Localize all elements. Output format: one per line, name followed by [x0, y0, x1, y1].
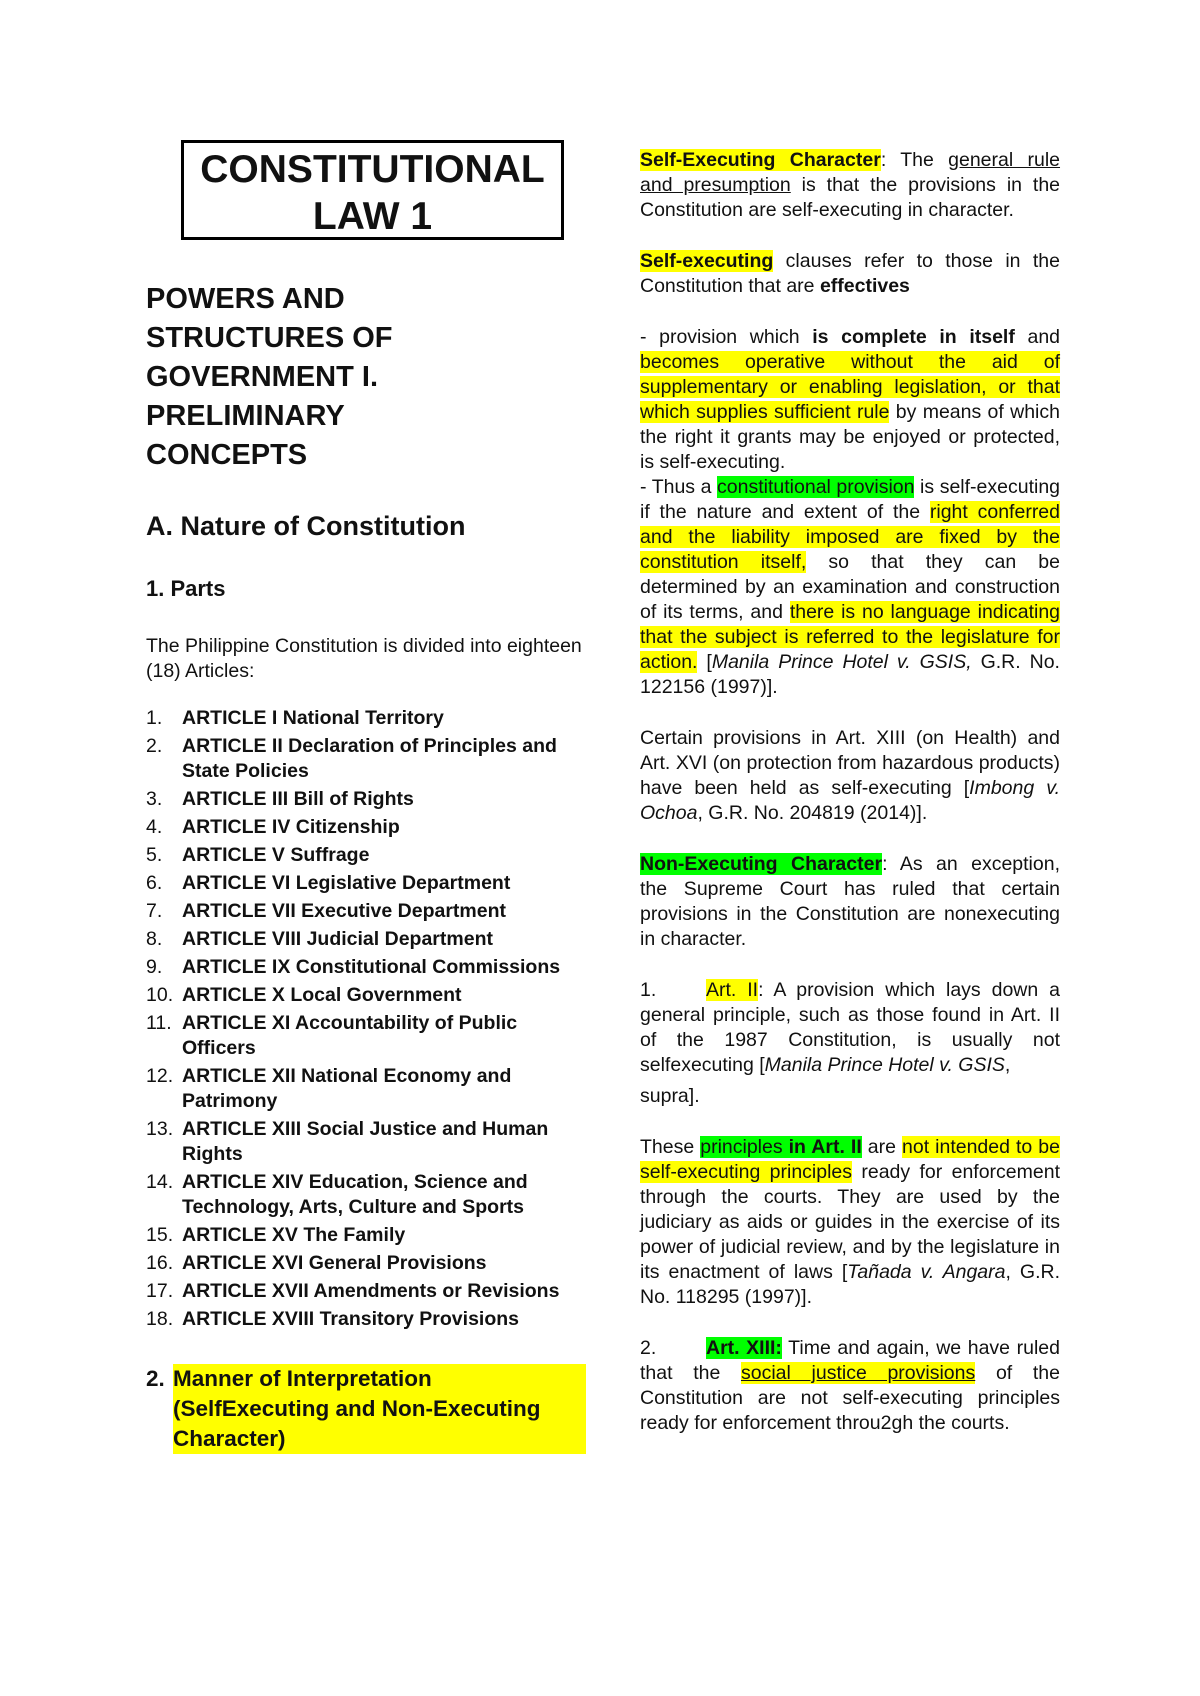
underlined-text: general rule and presumption	[640, 149, 1061, 196]
manner-number: 2.	[146, 1366, 165, 1391]
text: is that the provisions in the Constitution are self-executing in character.	[640, 174, 1061, 221]
green-highlight-label: Non-Executing Character	[640, 853, 883, 875]
article-label: ARTICLE X Local Government	[182, 984, 462, 1006]
green-highlighted-bold-text: Art. XIII:	[706, 1337, 782, 1359]
paragraph-self-executing-character	[640, 148, 1060, 223]
article-list-item	[146, 1011, 586, 1061]
article-list-item	[146, 1223, 586, 1248]
text: - Thus a	[640, 476, 718, 498]
text: , G.R. No. 204819 (2014)].	[697, 802, 928, 824]
article-label: ARTICLE IX Constitutional Commissions	[182, 956, 561, 978]
article-list-item	[146, 843, 586, 868]
article-number: 5.	[146, 844, 163, 866]
text: The	[886, 149, 949, 171]
document-title-box	[181, 140, 564, 240]
article-number: 12.	[146, 1065, 174, 1087]
article-label: ARTICLE XII National Economy and Patrimony	[182, 1065, 512, 1112]
text: and	[1014, 326, 1061, 348]
paragraph-complete-in-itself	[640, 325, 1060, 475]
article-label: ARTICLE XV The Family	[182, 1224, 406, 1246]
text: is self-executing if the nature and extent of the	[640, 476, 1061, 523]
bold-text: is complete in itself	[812, 326, 1015, 348]
text: clauses refer to those in the Constitution that are	[640, 250, 1060, 297]
text: are	[861, 1136, 902, 1158]
highlighted-text: not intended to be self-executing principles	[640, 1136, 1060, 1183]
highlight-label: Self-executing	[640, 250, 774, 272]
article-list-item	[146, 983, 586, 1008]
paragraph-art-ii	[640, 978, 1060, 1109]
article-number: 17.	[146, 1280, 174, 1302]
text: Certain provisions in Art. XIII (on Health) and Art. XVI (on protection from hazardous products) have been held as self-executing [	[640, 727, 1060, 799]
article-number: 6.	[146, 872, 163, 894]
articles-intro: The Philippine Constitution is divided into eighteen (18) Articles:	[146, 635, 582, 682]
left-column	[146, 140, 586, 1454]
article-list-item	[146, 1251, 586, 1276]
text: so that they can be determined by an examination and construction of its terms, and	[640, 551, 1060, 623]
article-list-item	[146, 1307, 586, 1332]
paragraph-art-xiii	[640, 1336, 1060, 1436]
article-label: ARTICLE XVIII Transitory Provisions	[182, 1308, 519, 1330]
article-label: ARTICLE II Declaration of Principles and State Policies	[182, 735, 557, 782]
case-citation: Imbong v. Ochoa	[640, 777, 1060, 824]
text: :	[880, 149, 887, 171]
highlighted-text: there is no language indicating that the subject is referred to the legislature for action.	[640, 601, 1061, 673]
item-number: 2.	[640, 1337, 657, 1359]
text: supra].	[640, 1085, 700, 1107]
article-label: ARTICLE XVII Amendments or Revisions	[182, 1280, 560, 1302]
title-line-1: CONSTITUTIONAL	[200, 148, 545, 191]
paragraph-self-executing-clauses	[640, 249, 1060, 299]
article-number: 16.	[146, 1252, 174, 1274]
manner-heading	[146, 1364, 586, 1454]
article-number: 9.	[146, 956, 163, 978]
highlighted-text: becomes operative without the aid of supplementary or enabling legislation, or that which supplies sufficient rule	[640, 351, 1060, 423]
article-number: 7.	[146, 900, 163, 922]
article-number: 10.	[146, 984, 174, 1006]
right-column	[640, 148, 1060, 1436]
text: - provision which	[640, 326, 813, 348]
highlight-label: Self-Executing Character	[640, 149, 881, 171]
article-list-item	[146, 955, 586, 980]
green-highlighted-text: principles	[700, 1136, 789, 1158]
text: These	[640, 1136, 701, 1158]
article-list-item	[146, 706, 586, 731]
paragraph-certain-provisions	[640, 726, 1060, 826]
article-label: ARTICLE IV Citizenship	[182, 816, 400, 838]
text: ready for enforcement through the courts. They are used by the judiciary as aids or guides in the exercise of its power of judicial review, and by the legislature in its enactment of laws [	[640, 1161, 1060, 1283]
article-list-item	[146, 1064, 586, 1114]
article-list-item	[146, 1279, 586, 1304]
article-list-item	[146, 787, 586, 812]
article-label: ARTICLE XIII Social Justice and Human Rights	[182, 1118, 549, 1165]
main-heading-line: PRELIMINARY	[146, 400, 345, 432]
article-number: 1.	[146, 707, 163, 729]
article-number: 18.	[146, 1308, 174, 1330]
text: by means of which the right it grants may be enjoyed or protected, is self-executing.	[640, 401, 1060, 473]
article-label: ARTICLE VII Executive Department	[182, 900, 506, 922]
main-heading-line: POWERS AND	[146, 283, 345, 315]
section-a-heading: A. Nature of Constitution	[146, 511, 466, 541]
text: G.R. No. 122156 (1997)].	[640, 651, 1060, 698]
text: of the Constitution are not self-executing principles ready for enforcement throu2gh the courts.	[640, 1362, 1060, 1434]
article-list-item	[146, 815, 586, 840]
article-label: ARTICLE VI Legislative Department	[182, 872, 511, 894]
paragraph-thus	[640, 475, 1060, 700]
article-label: ARTICLE XVI General Provisions	[182, 1252, 487, 1274]
text: [	[697, 651, 712, 673]
articles-list	[146, 706, 586, 1332]
case-citation: Manila Prince Hotel v. GSIS	[764, 1054, 1005, 1076]
green-highlighted-text: constitutional provision	[717, 476, 915, 498]
article-number: 2.	[146, 735, 163, 757]
article-number: 13.	[146, 1118, 174, 1140]
article-number: 3.	[146, 788, 163, 810]
paragraph-these-principles	[640, 1135, 1060, 1310]
article-number: 15.	[146, 1224, 174, 1246]
article-label: ARTICLE XI Accountability of Public Officers	[182, 1012, 518, 1059]
article-label: ARTICLE I National Territory	[182, 707, 444, 729]
main-heading-line: CONCEPTS	[146, 439, 308, 471]
article-label: ARTICLE VIII Judicial Department	[182, 928, 493, 950]
case-citation: Tañada v. Angara	[847, 1261, 1006, 1283]
article-number: 11.	[146, 1012, 172, 1034]
text: : A provision which lays down a general principle, such as those found in Art. II of the 1987 Constitution, is usually not selfexecuting [	[640, 979, 1061, 1076]
article-number: 4.	[146, 816, 163, 838]
text: Time and again, we have ruled that the	[640, 1337, 1060, 1384]
highlighted-text: right conferred and the liability imposed are fixed by the constitution itself,	[640, 501, 1061, 573]
text: : As an exception, the Supreme Court has ruled that certain provisions in the Constitution are nonexecuting in character.	[640, 853, 1060, 950]
bold-text: effectives	[819, 275, 910, 297]
main-heading-line: STRUCTURES OF	[146, 322, 393, 354]
case-citation: Manila Prince Hotel v. GSIS,	[711, 651, 972, 673]
highlighted-underlined-text: social justice provisions	[740, 1362, 976, 1384]
text: , G.R. No. 118295 (1997)].	[640, 1261, 1061, 1308]
paragraph-non-executing	[640, 852, 1060, 952]
article-label: ARTICLE V Suffrage	[182, 844, 370, 866]
article-list-item	[146, 927, 586, 952]
highlighted-text: Art. II	[706, 979, 759, 1001]
article-number: 8.	[146, 928, 163, 950]
article-list-item	[146, 1117, 586, 1167]
manner-heading-text: Manner of Interpretation (SelfExecuting and Non-Executing Character)	[173, 1364, 586, 1454]
article-list-item	[146, 734, 586, 784]
text: ,	[1004, 1054, 1011, 1076]
parts-heading: 1. Parts	[146, 576, 226, 601]
item-number: 1.	[640, 979, 657, 1001]
main-heading	[146, 280, 586, 475]
main-heading-line: GOVERNMENT I.	[146, 361, 379, 393]
green-highlighted-bold-text: in Art. II	[788, 1136, 862, 1158]
article-list-item	[146, 871, 586, 896]
article-list-item	[146, 899, 586, 924]
article-label: ARTICLE XIV Education, Science and Technology, Arts, Culture and Sports	[182, 1171, 528, 1218]
title-line-2: LAW 1	[312, 195, 433, 238]
article-list-item	[146, 1170, 586, 1220]
article-number: 14.	[146, 1171, 174, 1193]
article-label: ARTICLE III Bill of Rights	[182, 788, 414, 810]
